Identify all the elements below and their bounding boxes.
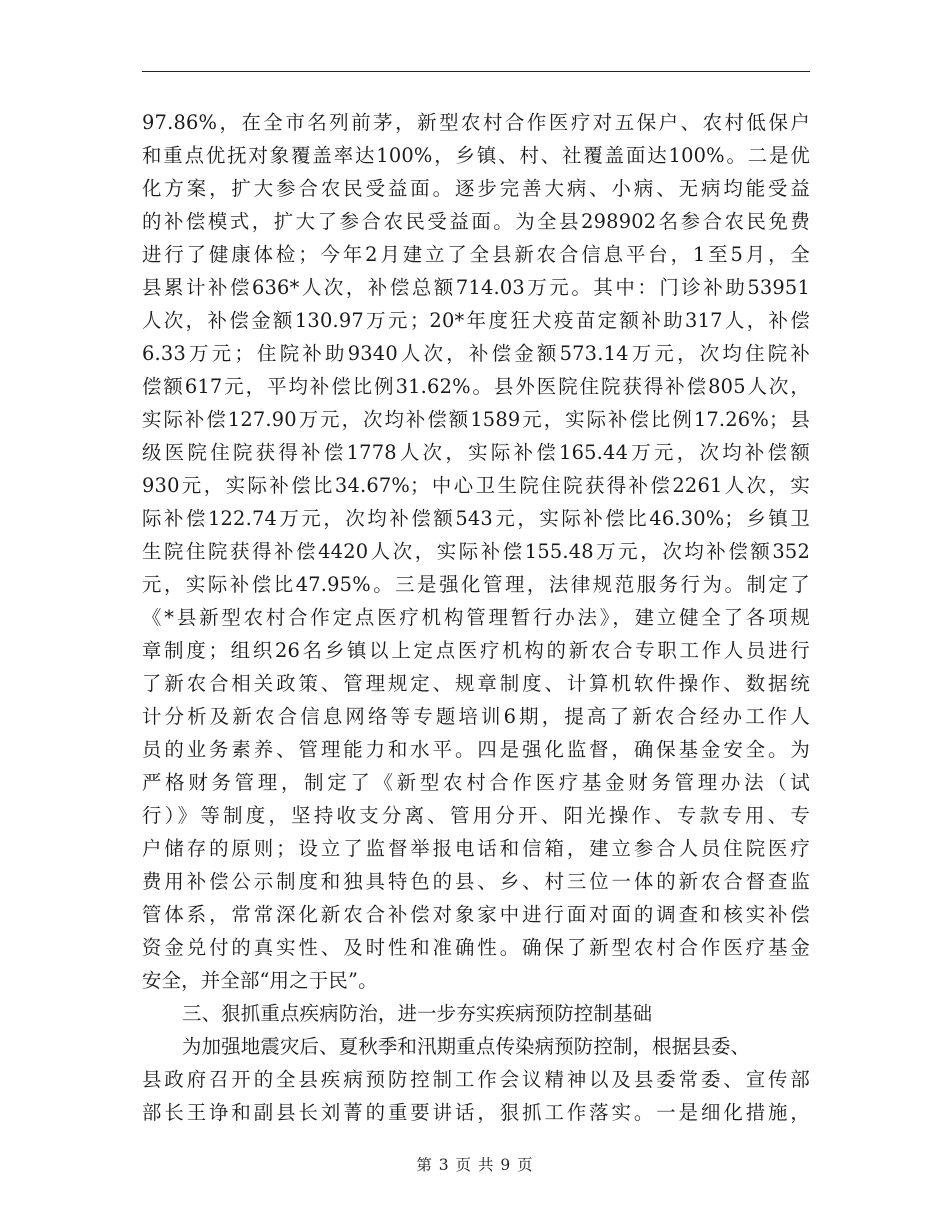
body-line: 人次，补偿金额130.97万元；20*年度狂犬疫苗定额补助317人，补偿: [142, 309, 810, 332]
body-line: 进行了健康体检；今年2月建立了全县新农合信息平台，1至5月，全: [142, 243, 810, 266]
body-line: 管体系，常常深化新农合补偿对象家中进行面对面的调查和核实补偿: [142, 903, 810, 926]
body-line: 计分析及新农合信息网络等专题培训6期，提高了新农合经办工作人: [142, 705, 810, 728]
body-line: 实际补偿127.90万元，次均补偿额1589元，实际补偿比例17.26%；县: [142, 408, 810, 431]
body-line: 930元，实际补偿比34.67%；中心卫生院住院获得补偿2261人次，实: [142, 474, 810, 497]
body-line: 97.86%，在全市名列前茅，新型农村合作医疗对五保户、农村低保户: [142, 111, 810, 134]
document-body: [142, 106, 810, 1129]
body-line: 部长王诤和副县长刘菁的重要讲话，狠抓工作落实。一是细化措施，: [142, 1101, 810, 1124]
header-rule: [142, 71, 810, 72]
body-line: 员的业务素养、管理能力和水平。四是强化监督，确保基金安全。为: [142, 738, 810, 761]
body-line: 安全，并全部“用之于民”。: [142, 969, 378, 992]
body-line: 《*县新型农村合作定点医疗机构管理暂行办法》，建立健全了各项规: [142, 606, 810, 629]
body-line: 户储存的原则；设立了监督举报电话和信箱，建立参合人员住院医疗: [142, 837, 810, 860]
body-line: 的补偿模式，扩大了参合农民受益面。为全县298902名参合农民免费: [142, 210, 810, 233]
section-heading: 三、狠抓重点疾病防治，进一步夯实疾病预防控制基础: [182, 1002, 653, 1025]
body-line: 严格财务管理，制定了《新型农村合作医疗基金财务管理办法（试: [142, 771, 810, 794]
body-line: 县政府召开的全县疾病预防控制工作会议精神以及县委常委、宣传部: [142, 1068, 810, 1091]
body-line: 了新农合相关政策、管理规定、规章制度、计算机软件操作、数据统: [142, 672, 810, 695]
body-line: 元，实际补偿比47.95%。三是强化管理，法律规范服务行为。制定了: [142, 573, 810, 596]
body-line: 县累计补偿636*人次，补偿总额714.03万元。其中：门诊补助53951: [142, 276, 810, 299]
body-line: 际补偿122.74万元，次均补偿额543元，实际补偿比46.30%；乡镇卫: [142, 507, 810, 530]
body-line: 6.33万元；住院补助9340人次，补偿金额573.14万元，次均住院补: [142, 342, 810, 365]
body-line: 化方案，扩大参合农民受益面。逐步完善大病、小病、无病均能受益: [142, 177, 810, 200]
body-line: 费用补偿公示制度和独具特色的县、乡、村三位一体的新农合督查监: [142, 870, 810, 893]
body-line: 级医院住院获得补偿1778人次，实际补偿165.44万元，次均补偿额: [142, 441, 810, 464]
body-line: 资金兑付的真实性、及时性和准确性。确保了新型农村合作医疗基金: [142, 936, 810, 959]
body-line: 和重点优抚对象覆盖率达100%，乡镇、村、社覆盖面达100%。二是优: [142, 144, 810, 167]
body-line: 为加强地震灾后、夏秋季和汛期重点传染病预防控制，根据县委、: [182, 1035, 751, 1058]
body-line: 行）》等制度，坚持收支分离、管用分开、阳光操作、专款专用、专: [142, 804, 810, 827]
page-number-footer: 第 3 页 共 9 页: [416, 1156, 534, 1174]
body-line: 章制度；组织26名乡镇以上定点医疗机构的新农合专职工作人员进行: [142, 639, 810, 662]
body-line: 偿额617元，平均补偿比例31.62%。县外医院住院获得补偿805人次，: [142, 375, 810, 398]
body-line: 生院住院获得补偿4420人次，实际补偿155.48万元，次均补偿额352: [142, 540, 810, 563]
